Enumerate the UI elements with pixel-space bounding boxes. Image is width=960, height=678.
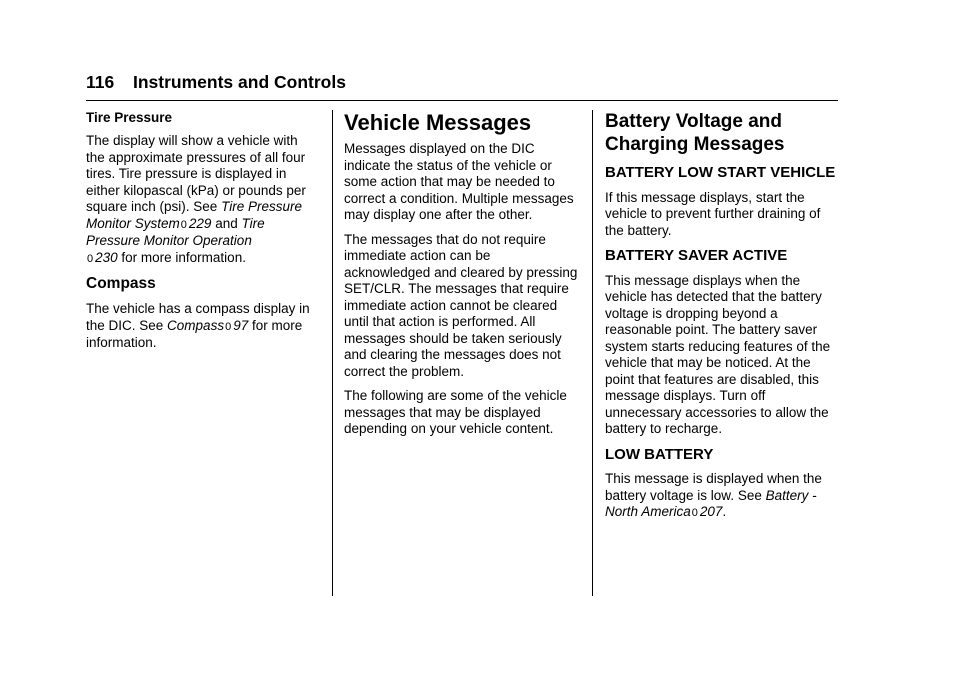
tire-page-link-1[interactable]: 229 <box>188 215 212 231</box>
page-number: 116 <box>86 72 115 92</box>
tire-and-text: and <box>211 215 242 231</box>
vehicle-messages-paragraph-3: The following are some of the vehicle messages that may be displayed depending on your vehicle content. <box>344 388 567 436</box>
low-battery-end-text: . <box>722 504 727 519</box>
battery-low-start-heading: BATTERY LOW START VEHICLE <box>605 164 836 181</box>
vehicle-messages-paragraph-2: The messages that do not require immediate action can be acknowledged and cleared by pressing SET/CLR. The messages that require immediate action cannot be cleared until that action is performed. All messages should be taken seriously and clearing the messages does not correct the problem. <box>344 231 578 379</box>
page-ref-icon: 0 <box>225 320 232 333</box>
low-battery-heading: LOW BATTERY <box>605 445 714 463</box>
tire-end-text: for more information. <box>117 249 246 265</box>
column-right <box>605 110 841 530</box>
column-middle <box>344 110 580 446</box>
column-left <box>86 110 316 360</box>
low-battery-paragraph <box>605 471 841 522</box>
battery-page-link[interactable]: 207 <box>699 504 723 519</box>
battery-voltage-title: Battery Voltage and Charging Messages <box>605 111 785 155</box>
column-divider <box>332 110 333 596</box>
compass-text: The vehicle has a compass display in the DIC. See <box>86 301 310 333</box>
page-ref-icon: 0 <box>691 507 698 519</box>
tire-monitor-operation-link[interactable]: Tire Pressure Monitor Operation <box>86 215 265 248</box>
low-battery-text: This message is displayed when the battery voltage is low. See <box>605 471 822 503</box>
tire-monitor-system-link[interactable]: Tire Pressure Monitor System <box>86 199 302 231</box>
compass-paragraph <box>86 301 316 352</box>
compass-link[interactable]: Compass <box>167 317 225 333</box>
page-ref-icon: 0 <box>87 252 94 265</box>
tire-pressure-heading: Tire Pressure <box>86 110 173 125</box>
tire-pressure-paragraph <box>86 133 316 267</box>
battery-north-america-link[interactable]: Battery - North America <box>605 487 817 519</box>
compass-heading: Compass <box>86 275 156 292</box>
section-title: Instruments and Controls <box>133 72 346 92</box>
vehicle-messages-paragraph-1: Messages displayed on the DIC indicate the status of the vehicle or some action that may be needed to correct a condition. Multiple messages may display one after the other. <box>344 141 574 222</box>
column-divider <box>592 110 593 596</box>
vehicle-messages-title: Vehicle Messages <box>344 110 532 135</box>
battery-saver-heading: BATTERY SAVER ACTIVE <box>605 247 788 264</box>
tire-page-link-2[interactable]: 230 <box>95 249 118 265</box>
battery-low-start-paragraph: If this message displays, start the vehicle to prevent further draining of the battery. <box>605 189 821 238</box>
page-ref-icon: 0 <box>180 218 187 231</box>
battery-saver-paragraph: This message displays when the vehicle has detected that the battery voltage is dropping beyond a reasonable point. The battery saver system starts reducing features of the vehicle that may be noticed. At the point that features are disabled, this message displays. Turn off unnecessary accessories to allow the battery to recharge. <box>605 272 831 436</box>
tire-text: The display will show a vehicle with the approximate pressures of all four tires. Tire pressure is displayed in either kilopascal (kPa) or pounds per square inch (psi). See <box>86 133 306 214</box>
compass-page-link[interactable]: 97 <box>233 317 249 333</box>
compass-end-text: for more information. <box>86 317 303 350</box>
page-header <box>86 70 838 101</box>
